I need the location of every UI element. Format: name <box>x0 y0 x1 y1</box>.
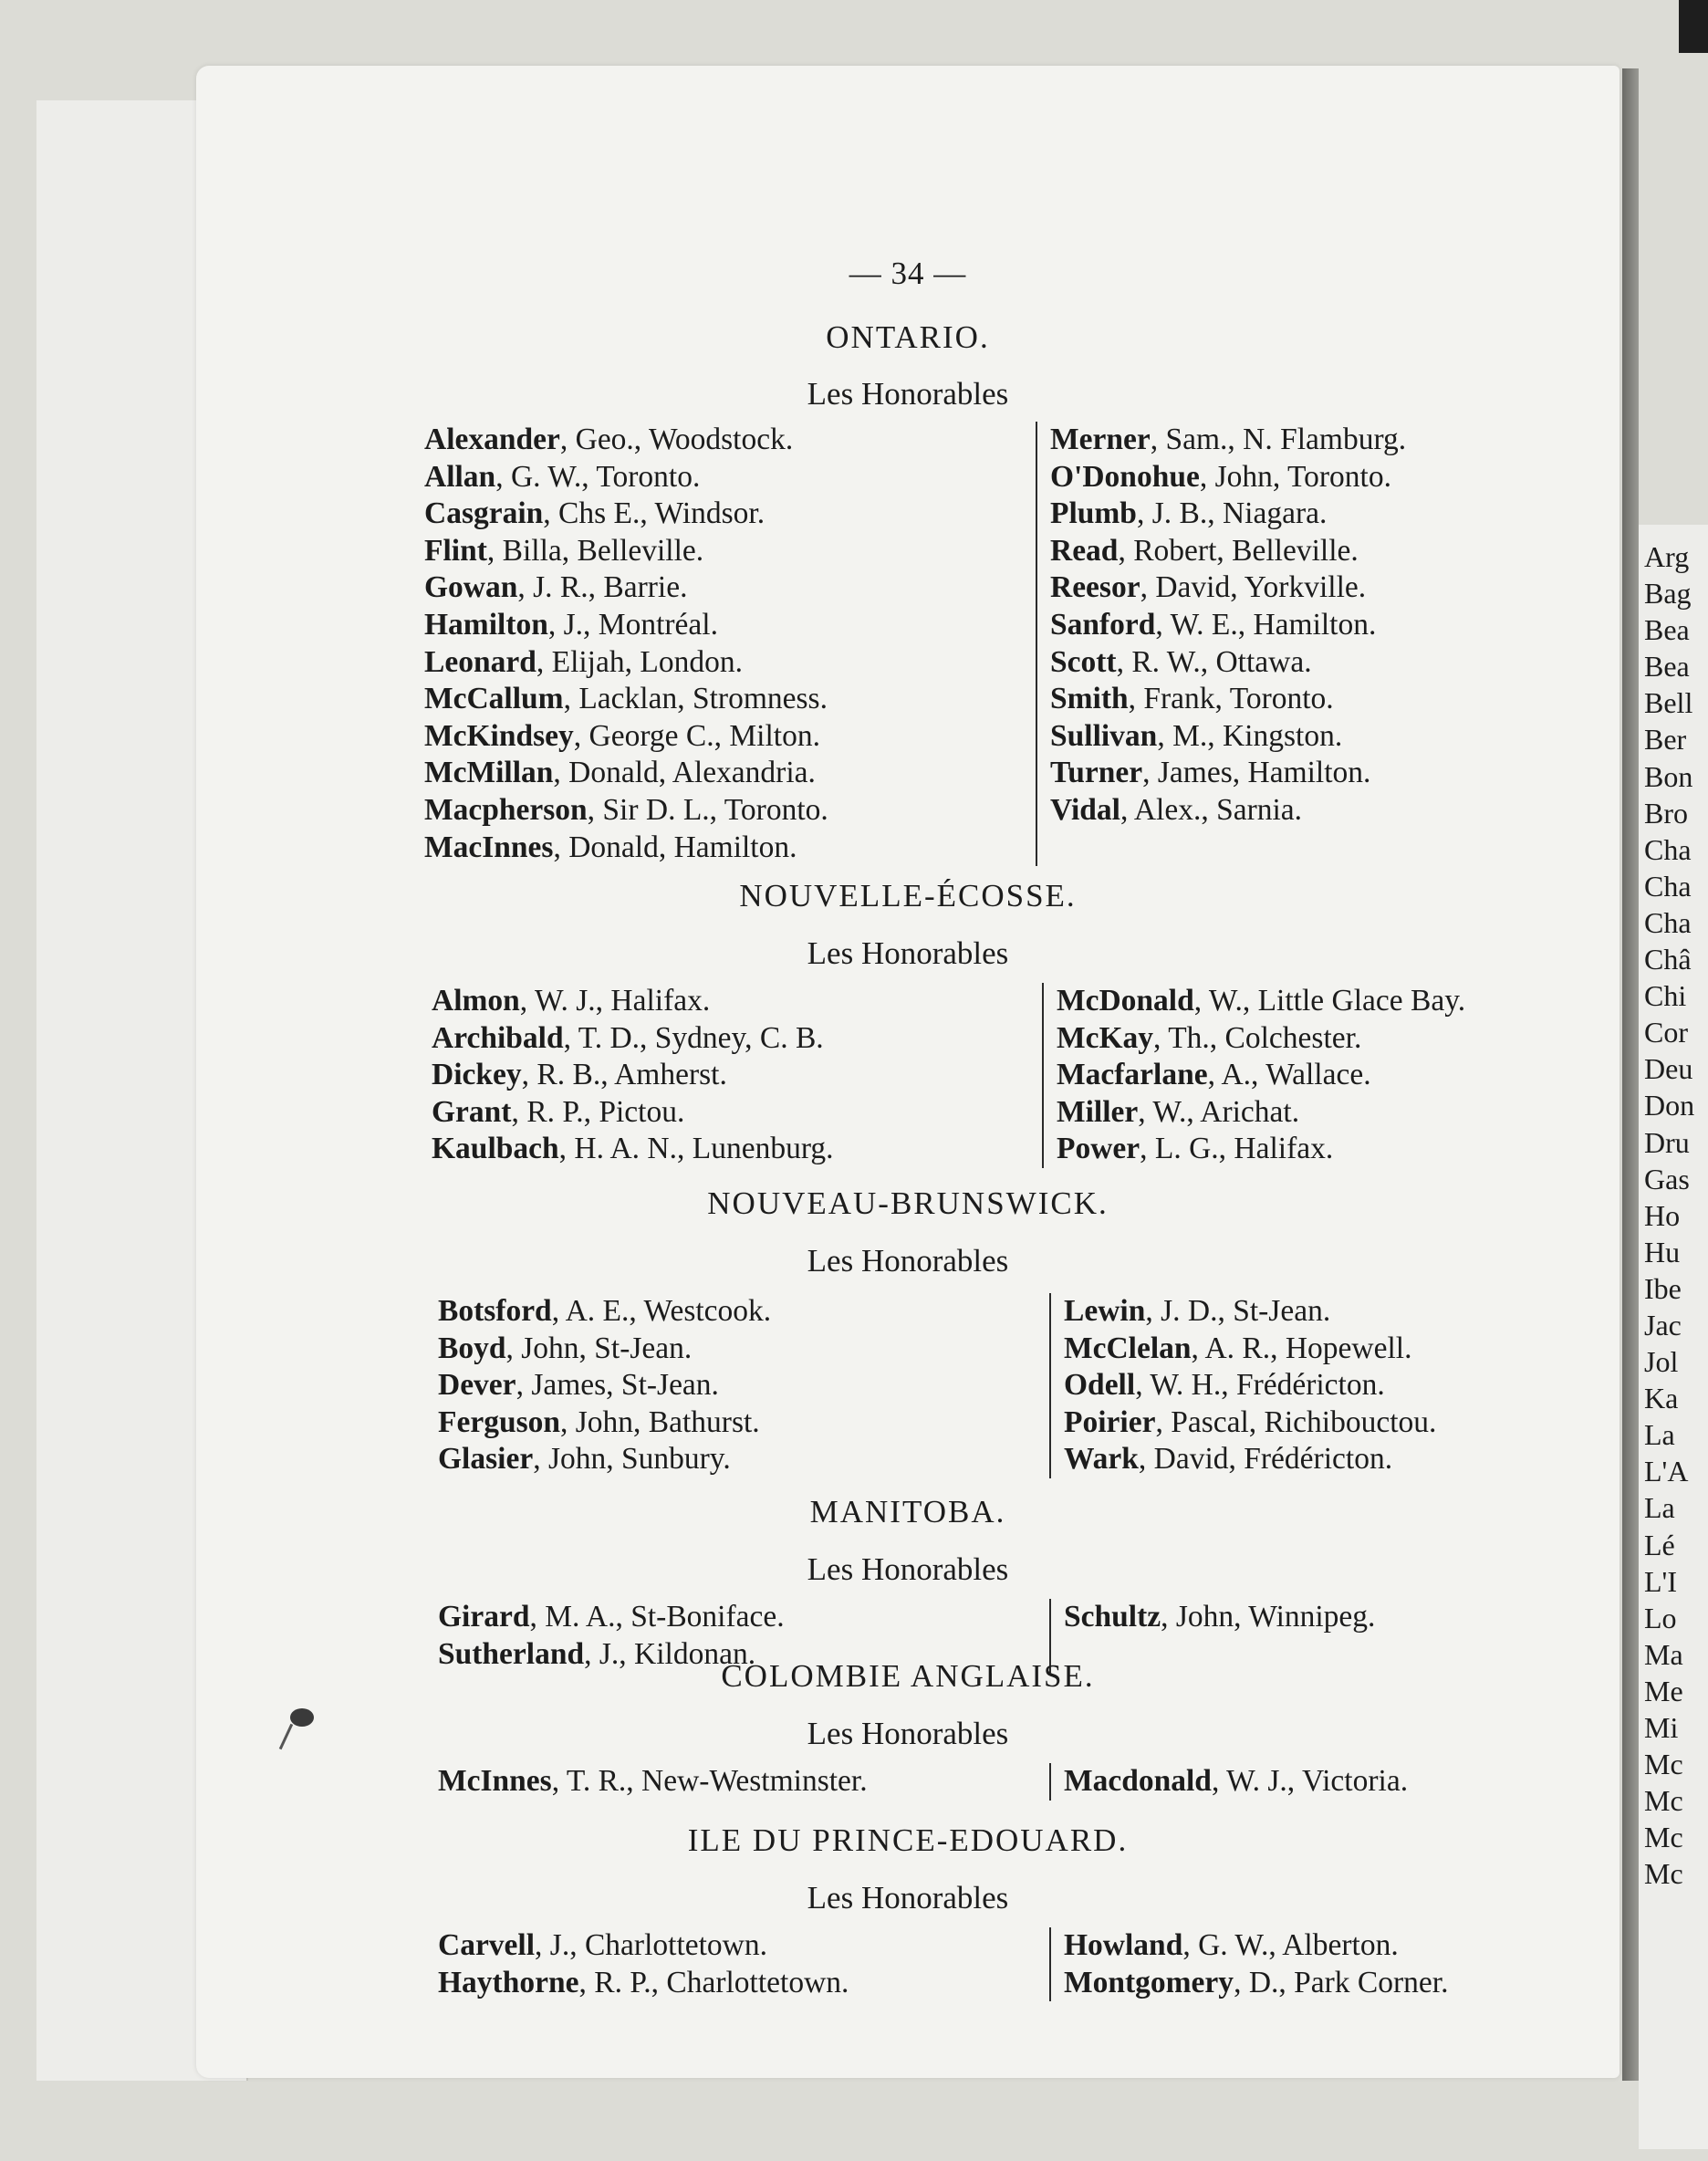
senator-surname: Sullivan <box>1050 718 1158 753</box>
senator-details: , G. W., Alberton. <box>1182 1928 1399 1962</box>
senator-surname: Macdonald <box>1064 1764 1212 1798</box>
senator-details: , M. A., St-Boniface. <box>529 1600 785 1634</box>
senator-details: , Frank, Toronto. <box>1128 682 1334 716</box>
adjacent-page-word: Bag <box>1644 577 1692 611</box>
adjacent-page-word: Cor <box>1644 1016 1688 1049</box>
senator-entry <box>438 1404 771 1442</box>
senator-entry <box>1057 1094 1465 1132</box>
senator-surname: Turner <box>1050 756 1143 790</box>
senator-surname: Macfarlane <box>1057 1058 1208 1092</box>
adjacent-page-word: Jac <box>1644 1308 1682 1341</box>
senator-surname: Power <box>1057 1132 1140 1166</box>
left-column <box>432 983 834 1168</box>
adjacent-page-word: Bea <box>1644 650 1690 684</box>
senator-entry <box>432 983 834 1020</box>
adjacent-page-word: Jol <box>1644 1345 1679 1379</box>
senator-surname: MacInnes <box>424 830 554 864</box>
senator-surname: Flint <box>424 533 487 568</box>
adjacent-page-word: Mc <box>1644 1821 1683 1854</box>
senator-details: , James, Hamilton. <box>1142 756 1371 790</box>
senator-details: , T. R., New-Westminster. <box>551 1764 868 1798</box>
senator-surname: Plumb <box>1050 496 1137 531</box>
section-title: NOUVEAU-BRUNSWICK. <box>707 1185 1109 1221</box>
senator-entry <box>438 1331 771 1368</box>
senator-entry <box>1050 607 1406 644</box>
scan-corner-mark <box>1679 0 1708 53</box>
section-subtitle: Les Honorables <box>807 1716 1009 1751</box>
left-column <box>438 1293 771 1478</box>
senator-surname: Ferguson <box>438 1404 560 1439</box>
adjacent-page-word: Lé <box>1644 1528 1675 1561</box>
senator-entry <box>432 1057 834 1094</box>
senator-details: , J. R., Barrie. <box>517 570 688 605</box>
senator-details: , David, Frédéricton. <box>1138 1442 1393 1477</box>
section-title: MANITOBA. <box>809 1494 1006 1529</box>
senator-details: , G. W., Toronto. <box>495 459 701 494</box>
senator-surname: McCallum <box>424 682 564 716</box>
senator-details: , W. E., Hamilton. <box>1155 607 1377 642</box>
senator-details: , W. H., Frédéricton. <box>1135 1368 1385 1403</box>
senator-details: , J. B., Niagara. <box>1136 496 1328 531</box>
senator-surname: Alexander <box>424 423 560 456</box>
senator-surname: Kaulbach <box>432 1132 559 1166</box>
senator-details: , T. D., Sydney, C. B. <box>563 1020 824 1055</box>
senator-details: , Alex., Sarnia. <box>1120 792 1303 827</box>
senator-surname: Sanford <box>1050 607 1156 642</box>
adjacent-page <box>1639 525 1708 2149</box>
left-column <box>438 1763 868 1801</box>
adjacent-page-word: Hu <box>1644 1235 1681 1268</box>
senator-entry <box>1050 533 1406 570</box>
senator-details: , W. J., Halifax. <box>519 984 711 1018</box>
senator-details: , Donald, Alexandria. <box>553 756 816 790</box>
senator-surname: Boyd <box>438 1331 506 1365</box>
senator-entry <box>1064 1441 1436 1478</box>
senator-entry <box>432 1131 834 1168</box>
senator-details: , John, Sunbury. <box>533 1442 731 1477</box>
section-subtitle: Les Honorables <box>807 935 1009 971</box>
senator-entry <box>1064 1965 1448 2002</box>
adjacent-page-word: Arg <box>1644 540 1690 573</box>
senator-surname: Botsford <box>438 1294 552 1328</box>
right-column <box>1042 983 1465 1168</box>
senator-entry <box>1064 1331 1436 1368</box>
senator-surname: Glasier <box>438 1442 534 1477</box>
section-subtitle: Les Honorables <box>807 1243 1009 1279</box>
senator-entry <box>424 533 828 570</box>
adjacent-page-word: Mc <box>1644 1857 1683 1891</box>
senator-details: , M., Kingston. <box>1157 718 1343 753</box>
senator-surname: Girard <box>438 1600 530 1634</box>
senator-entry <box>438 1927 849 1965</box>
section-subtitle: Les Honorables <box>807 376 1009 412</box>
senator-surname: Sutherland <box>438 1636 585 1671</box>
senator-entry <box>438 1599 785 1636</box>
senator-surname: Grant <box>432 1094 512 1129</box>
senator-details: , Chs E., Windsor. <box>543 496 765 531</box>
adjacent-page-word: Mi <box>1644 1711 1679 1744</box>
book-spine <box>1622 68 1639 2081</box>
senator-entry <box>424 422 828 459</box>
senator-details: , W., Little Glace Bay. <box>1193 984 1466 1018</box>
senator-surname: Merner <box>1050 423 1151 456</box>
senator-entry <box>1050 496 1406 533</box>
senator-surname: Miller <box>1057 1094 1139 1129</box>
senator-surname: Poirier <box>1064 1404 1156 1439</box>
senator-details: , R. B., Amherst. <box>521 1058 727 1092</box>
left-column <box>438 1927 849 2001</box>
senator-details: , R. P., Pictou. <box>511 1094 685 1129</box>
senator-details: , Elijah, London. <box>536 644 743 679</box>
senator-surname: Lewin <box>1064 1294 1146 1328</box>
adjacent-page-word: Mc <box>1644 1784 1683 1818</box>
senator-surname: Leonard <box>424 644 536 679</box>
senator-entry <box>424 718 828 756</box>
senator-details: , Sam., N. Flamburg. <box>1150 423 1407 456</box>
senator-surname: Dickey <box>432 1058 522 1092</box>
senator-details: , A., Wallace. <box>1207 1058 1371 1092</box>
section-title: NOUVELLE-ÉCOSSE. <box>739 878 1077 913</box>
senator-details: , George C., Milton. <box>573 718 820 753</box>
right-column <box>1049 1763 1408 1801</box>
senator-entry <box>1050 644 1406 682</box>
adjacent-page-word: Cha <box>1644 869 1692 903</box>
senator-entry <box>424 459 828 496</box>
senator-details: , J., Kildonan. <box>584 1636 756 1671</box>
senator-entry <box>1064 1367 1436 1404</box>
right-column <box>1049 1293 1436 1478</box>
adjacent-page-word: Mc <box>1644 1748 1683 1781</box>
senator-surname: Scott <box>1050 644 1117 679</box>
senator-surname: McClelan <box>1064 1331 1192 1365</box>
senator-details: , J., Montréal. <box>547 607 718 642</box>
senator-surname: Smith <box>1050 682 1129 716</box>
adjacent-page-word: La <box>1644 1491 1675 1525</box>
adjacent-page-word: Bea <box>1644 613 1690 647</box>
senator-details: , J., Charlottetown. <box>535 1928 767 1962</box>
senator-entry <box>438 1441 771 1478</box>
senator-entry <box>432 1020 834 1058</box>
section-title: ILE DU PRINCE-EDOUARD. <box>687 1822 1129 1858</box>
senator-entry <box>1064 1763 1408 1801</box>
adjacent-page-word: La <box>1644 1418 1675 1452</box>
senator-details: , R. W., Ottawa. <box>1116 644 1312 679</box>
page-number: — 34 — <box>849 256 967 291</box>
senator-entry <box>1057 1020 1465 1058</box>
senator-entry <box>1064 1927 1448 1965</box>
right-column <box>1036 422 1406 866</box>
section-title: ONTARIO. <box>826 319 990 355</box>
adjacent-page-word: Deu <box>1644 1052 1693 1086</box>
senator-surname: Wark <box>1064 1442 1139 1477</box>
adjacent-page-word: Cha <box>1644 832 1692 866</box>
senator-details: , W. J., Victoria. <box>1211 1764 1409 1798</box>
senator-entry <box>1064 1599 1375 1636</box>
senator-details: , H. A. N., Lunenburg. <box>558 1132 834 1166</box>
senator-details: , J. D., St-Jean. <box>1145 1294 1331 1328</box>
senator-entry <box>438 1367 771 1404</box>
senator-surname: Vidal <box>1050 792 1120 827</box>
senator-surname: Dever <box>438 1368 516 1403</box>
senator-entry <box>1050 459 1406 496</box>
senator-details: , A. E., Westcook. <box>551 1294 772 1328</box>
senator-details: , D., Park Corner. <box>1234 1965 1449 1999</box>
senator-entry <box>424 644 828 682</box>
senator-details: , Donald, Hamilton. <box>553 830 797 864</box>
senator-details: , A. R., Hopewell. <box>1191 1331 1412 1365</box>
senator-surname: O'Donohue <box>1050 459 1200 494</box>
adjacent-page-word: Bon <box>1644 759 1693 793</box>
right-column <box>1049 1927 1448 2001</box>
senator-details: , John, Winnipeg. <box>1161 1600 1376 1634</box>
senator-entry <box>1050 569 1406 607</box>
adjacent-page-word: L'A <box>1644 1455 1689 1488</box>
senator-surname: McKay <box>1057 1020 1154 1055</box>
senator-entry <box>1050 681 1406 718</box>
senator-entry <box>424 830 828 867</box>
senator-details: , R. P., Charlottetown. <box>578 1965 849 1999</box>
senator-surname: Archibald <box>432 1020 564 1055</box>
senator-details: , Geo., Woodstock. <box>559 423 794 456</box>
senator-entry <box>1050 792 1406 830</box>
adjacent-page-word: Chi <box>1644 979 1687 1013</box>
senator-entry <box>1050 718 1406 756</box>
senator-surname: Hamilton <box>424 607 548 642</box>
senator-surname: Schultz <box>1064 1600 1161 1634</box>
senator-surname: Howland <box>1064 1928 1183 1962</box>
adjacent-page-word: Dru <box>1644 1125 1690 1159</box>
senator-surname: Macpherson <box>424 792 588 827</box>
adjacent-page-word: Ber <box>1644 723 1687 757</box>
adjacent-page-word: Ibe <box>1644 1271 1682 1305</box>
adjacent-page-word: Châ <box>1644 943 1692 976</box>
adjacent-page-word: Lo <box>1644 1601 1677 1634</box>
senator-surname: Gowan <box>424 570 518 605</box>
senator-entry <box>424 681 828 718</box>
senator-entry <box>1057 1057 1465 1094</box>
senator-details: , Robert, Belleville. <box>1118 533 1359 568</box>
senator-details: , Pascal, Richibouctou. <box>1155 1404 1437 1439</box>
senator-surname: Casgrain <box>424 496 544 531</box>
senator-surname: Odell <box>1064 1368 1136 1403</box>
senator-details: , Th., Colchester. <box>1153 1020 1362 1055</box>
senator-surname: McDonald <box>1057 984 1194 1018</box>
senator-details: , John, St-Jean. <box>505 1331 693 1365</box>
senator-entry <box>438 1763 868 1801</box>
senator-entry <box>424 755 828 792</box>
senator-entry <box>1064 1293 1436 1331</box>
senator-entry <box>424 607 828 644</box>
senator-surname: Read <box>1050 533 1119 568</box>
senator-entry <box>1050 422 1406 459</box>
senator-surname: Haythorne <box>438 1965 579 1999</box>
adjacent-page-word: Don <box>1644 1089 1695 1122</box>
senator-surname: McKindsey <box>424 718 574 753</box>
senator-entry <box>1057 1131 1465 1168</box>
senator-entry <box>424 569 828 607</box>
senator-entry <box>1057 983 1465 1020</box>
senator-entry <box>424 496 828 533</box>
senator-surname: McMillan <box>424 756 554 790</box>
section-subtitle: Les Honorables <box>807 1880 1009 1916</box>
senator-surname: Carvell <box>438 1928 536 1962</box>
adjacent-page-word: Bell <box>1644 686 1693 720</box>
senator-surname: Allan <box>424 459 496 494</box>
senator-entry <box>424 792 828 830</box>
senator-details: , L. G., Halifax. <box>1140 1132 1334 1166</box>
senator-surname: Almon <box>432 984 520 1018</box>
senator-details: , John, Bathurst. <box>560 1404 760 1439</box>
senator-details: , John, Toronto. <box>1199 459 1391 494</box>
senator-details: , Billa, Belleville. <box>486 533 704 568</box>
adjacent-page-word: Me <box>1644 1674 1683 1707</box>
section-subtitle: Les Honorables <box>807 1551 1009 1587</box>
ink-stain <box>290 1708 314 1727</box>
senator-surname: McInnes <box>438 1764 552 1798</box>
document-page <box>196 66 1619 2078</box>
senator-details: , W., Arichat. <box>1138 1094 1300 1129</box>
senator-entry <box>1064 1404 1436 1442</box>
section-title: COLOMBIE ANGLAISE. <box>721 1658 1095 1694</box>
adjacent-page-word: Gas <box>1644 1162 1690 1195</box>
senator-details: , Sir D. L., Toronto. <box>587 792 828 827</box>
senator-entry <box>432 1094 834 1132</box>
adjacent-page-text <box>1644 538 1708 1892</box>
adjacent-page-word: L'I <box>1644 1564 1677 1598</box>
senator-entry <box>1050 755 1406 792</box>
senator-surname: Montgomery <box>1064 1965 1234 1999</box>
senator-details: , Lacklan, Stromness. <box>563 682 828 716</box>
adjacent-page-word: Ka <box>1644 1382 1679 1415</box>
left-column <box>424 422 828 866</box>
adjacent-page-word: Bro <box>1644 796 1688 830</box>
adjacent-page-word: Cha <box>1644 905 1692 939</box>
senator-entry <box>438 1965 849 2002</box>
senator-details: , James, St-Jean. <box>516 1368 719 1403</box>
senator-entry <box>438 1293 771 1331</box>
adjacent-page-word: Ho <box>1644 1198 1681 1232</box>
adjacent-page-word: Ma <box>1644 1637 1683 1671</box>
senator-details: , David, Yorkville. <box>1140 570 1367 605</box>
senator-surname: Reesor <box>1050 570 1140 605</box>
